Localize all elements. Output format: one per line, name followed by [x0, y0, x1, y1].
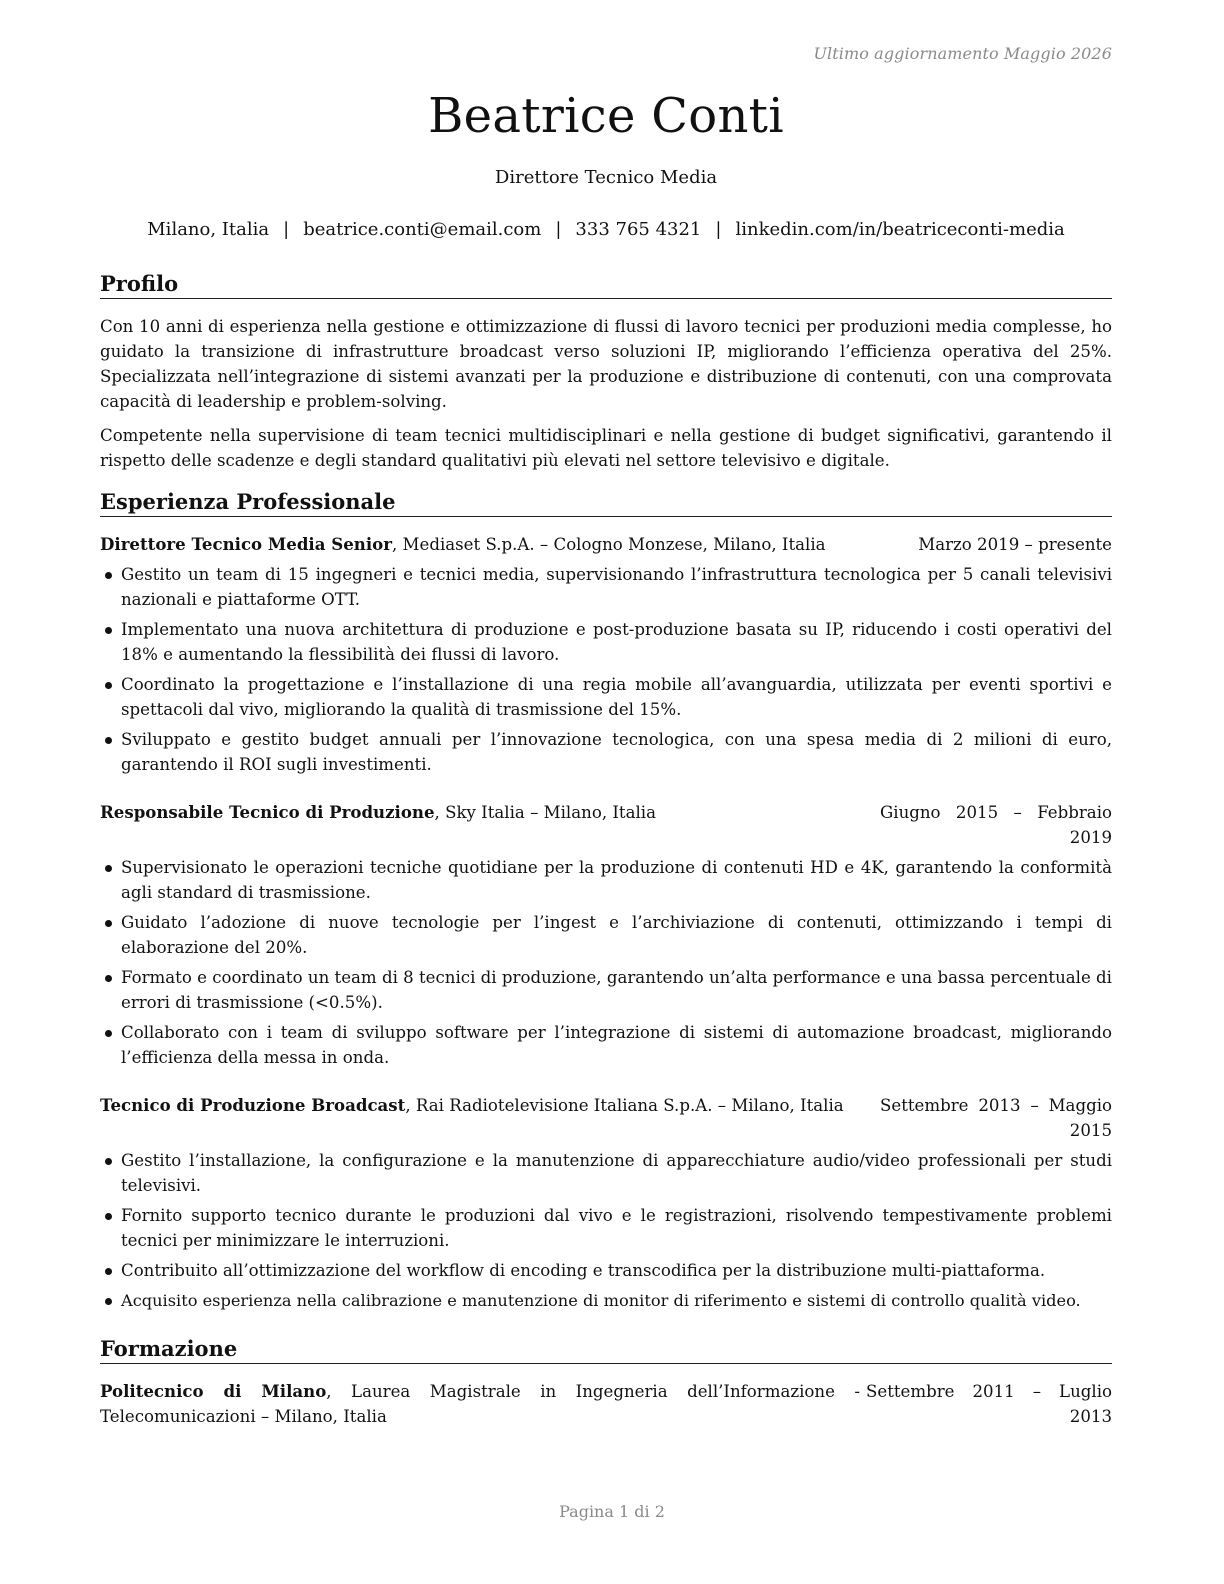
- contact-location: Milano, Italia: [147, 219, 270, 240]
- list-item: Acquisito esperienza nella calibrazione e manutenzione di monitor di riferimento e sistemi di controllo qualità video.: [100, 1288, 1112, 1313]
- list-item: Contribuito all’ottimizzazione del workflow di encoding e transcodifica per la distribuzione multi-piattaforma.: [100, 1258, 1112, 1283]
- list-item: Coordinato la progettazione e l’installazione di una regia mobile all’avanguardia, utilizzata per eventi sportivi e spettacoli dal vivo, migliorando la qualità di trasmissione del 15%.: [100, 672, 1112, 722]
- section-heading-education: Formazione: [100, 1336, 1112, 1364]
- section-heading-profile: Profilo: [100, 271, 1112, 299]
- job-organization: , Mediaset S.p.A. – Cologno Monzese, Milano, Italia: [391, 535, 826, 554]
- list-item: Gestito un team di 15 ingegneri e tecnici media, supervisionando l’infrastruttura tecnologica per 5 canali televisivi nazionali e piattaforme OTT.: [100, 562, 1112, 612]
- contact-separator: |: [715, 219, 722, 240]
- education-entry: [100, 1379, 1112, 1429]
- list-item: Gestito l’installazione, la configurazione e la manutenzione di apparecchiature audio/video professionali per studi televisivi.: [100, 1148, 1112, 1198]
- education-degree: , Laurea Magistrale in Ingegneria dell’Informazione - Telecomunicazioni – Milano, Italia: [100, 1382, 860, 1426]
- job-title: Responsabile Tecnico di Produzione: [100, 802, 435, 822]
- list-item: Formato e coordinato un team di 8 tecnici di produzione, garantendo un’alta performance e una bassa percentuale di errori di trasmissione (<0.5%).: [100, 965, 1112, 1015]
- list-item: Guidato l’adozione di nuove tecnologie per l’ingest e l’archiviazione di contenuti, ottimizzando i tempi di elaborazione del 20%.: [100, 910, 1112, 960]
- section-heading-experience: Esperienza Professionale: [100, 489, 1112, 517]
- contact-separator: |: [555, 219, 562, 240]
- education-description: [100, 1379, 860, 1429]
- profile-paragraph: Con 10 anni di esperienza nella gestione e ottimizzazione di flussi di lavoro tecnici per produzioni media complesse, ho guidato la transizione di infrastrutture broadcast verso soluzioni IP, migliorando l’efficienza operativa del 25%. Specializzata nell’integrazione di sistemi avanzati per la produzione e distribuzione di contenuti, con una comprovata capacità di leadership e problem-solving.: [100, 317, 1112, 411]
- page-number: Pagina 1 di 2: [559, 1502, 665, 1521]
- list-item: Sviluppato e gestito budget annuali per l’innovazione tecnologica, con una spesa media di 2 milioni di euro, garantendo il ROI sugli investimenti.: [100, 727, 1112, 777]
- candidate-role: Direttore Tecnico Media: [494, 167, 718, 188]
- profile-paragraph: Competente nella supervisione di team tecnici multidisciplinari e nella gestione di budget significativi, garantendo il rispetto delle scadenze e degli standard qualitativi più elevati nel settore televisivo e digitale.: [100, 426, 1112, 470]
- job-dates: Giugno 2015 – Febbraio 2019: [880, 803, 1112, 847]
- job-organization: , Sky Italia – Milano, Italia: [434, 803, 656, 822]
- job-bullets: [100, 1148, 1112, 1318]
- contact-phone: 333 765 4321: [575, 219, 702, 240]
- job-dates: Marzo 2019 – presente: [918, 535, 1112, 554]
- job-dates: Settembre 2013 – Maggio 2015: [880, 1096, 1112, 1140]
- list-item: Collaborato con i team di sviluppo software per l’integrazione di sistemi di automazione broadcast, migliorando l’efficienza della messa in onda.: [100, 1020, 1112, 1070]
- education-school: Politecnico di Milano: [100, 1381, 327, 1401]
- contact-email[interactable]: beatrice.conti@email.com: [303, 219, 542, 240]
- job-title: Tecnico di Produzione Broadcast: [100, 1095, 406, 1115]
- education-dates: Settembre 2011 – Luglio 2013: [866, 1382, 1112, 1426]
- job-bullets: [100, 562, 1112, 782]
- contact-separator: |: [283, 219, 290, 240]
- job-organization: , Rai Radiotelevisione Italiana S.p.A. – Milano, Italia: [405, 1096, 844, 1115]
- contact-linkedin[interactable]: linkedin.com/in/beatriceconti-media: [735, 219, 1065, 240]
- list-item: Implementato una nuova architettura di produzione e post-produzione basata su IP, riducendo i costi operativi del 18% e aumentando la flessibilità dei flussi di lavoro.: [100, 617, 1112, 667]
- job-bullets: [100, 855, 1112, 1075]
- contact-line: [100, 219, 1112, 240]
- job-title: Direttore Tecnico Media Senior: [100, 534, 392, 554]
- last-updated: Ultimo aggiornamento Maggio 2026: [813, 44, 1112, 63]
- job-header: [100, 800, 1112, 847]
- job-header: [100, 532, 1112, 557]
- list-item: Fornito supporto tecnico durante le produzioni dal vivo e le registrazioni, risolvendo tempestivamente problemi tecnici per minimizzare le interruzioni.: [100, 1203, 1112, 1253]
- candidate-name: Beatrice Conti: [428, 88, 784, 144]
- job-header: [100, 1093, 1112, 1140]
- list-item: Supervisionato le operazioni tecniche quotidiane per la produzione di contenuti HD e 4K, garantendo la conformità agli standard di trasmissione.: [100, 855, 1112, 905]
